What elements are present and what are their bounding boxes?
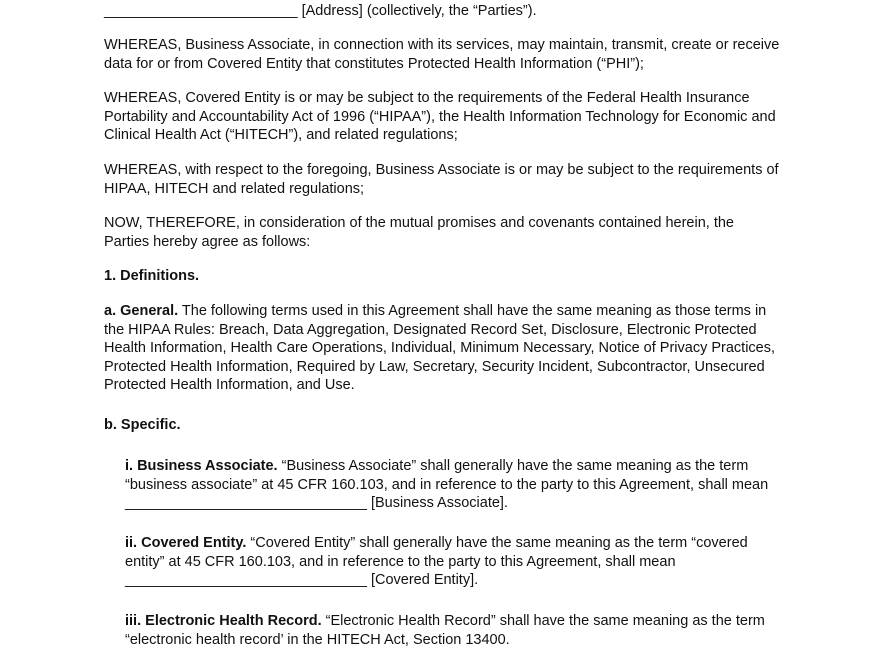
whereas-paragraph-3: WHEREAS, with respect to the foregoing, Business Associate is or may be subject to the requirements of HIPAA, HITECH and related regulations; (104, 162, 779, 197)
covered-entity-definition: ii. Covered Entity. “Covered Entity” shall generally have the same meaning as the term “covered entity” at 45 CFR 160.103, and in reference to the party to this Agreement, shall mean ______________________________ [Covered Entity]. (125, 535, 748, 589)
covered-entity-label: ii. Covered Entity. (125, 535, 247, 551)
ehr-definition: iii. Electronic Health Record. “Electronic Health Record” shall have the same meaning as the term “electronic health record’ in the HITECH Act, Section 13400. (125, 613, 765, 648)
business-associate-label: i. Business Associate. (125, 458, 278, 474)
general-definitions-paragraph: a. General. The following terms used in this Agreement shall have the same meaning as those terms in the HIPAA Rules: Breach, Data Aggregation, Designated Record Set, Disclosure, Electronic Protected Health Information, Health Care Operations, Individual, Minimum Necessary, Notice of Privacy Practices, Protected Health Information, Required by Law, Secretary, Security Incident, Subcontractor, Unsecured Protected Health Information, and Use. (104, 303, 776, 394)
business-associate-definition: i. Business Associate. “Business Associate” shall generally have the same meaning as the term “business associate” at 45 CFR 160.103, and in reference to the party to this Agreement, shall mean ______________________________ [Business Associate]. (125, 458, 769, 512)
whereas-paragraph-2: WHEREAS, Covered Entity is or may be subject to the requirements of the Federal Health Insurance Portability and Accountability Act of 1996 (“HIPAA”), the Health Information Technology for Economic and Clinical Health Act (“HITECH”), and related regulations; (104, 90, 776, 144)
intro-parties-line: ________________________ [Address] (collectively, the “Parties”). (104, 3, 537, 19)
specific-definitions-heading: b. Specific. (104, 417, 181, 433)
ehr-label: iii. Electronic Health Record. (125, 613, 322, 629)
now-therefore-paragraph: NOW, THEREFORE, in consideration of the mutual promises and covenants contained herein, the Parties hereby agree as follows: (104, 215, 734, 250)
general-label: a. General. (104, 303, 179, 319)
section-definitions-heading: 1. Definitions. (104, 268, 200, 284)
whereas-paragraph-1: WHEREAS, Business Associate, in connection with its services, may maintain, transmit, create or receive data for or from Covered Entity that constitutes Protected Health Information (“PHI”); (104, 37, 780, 72)
